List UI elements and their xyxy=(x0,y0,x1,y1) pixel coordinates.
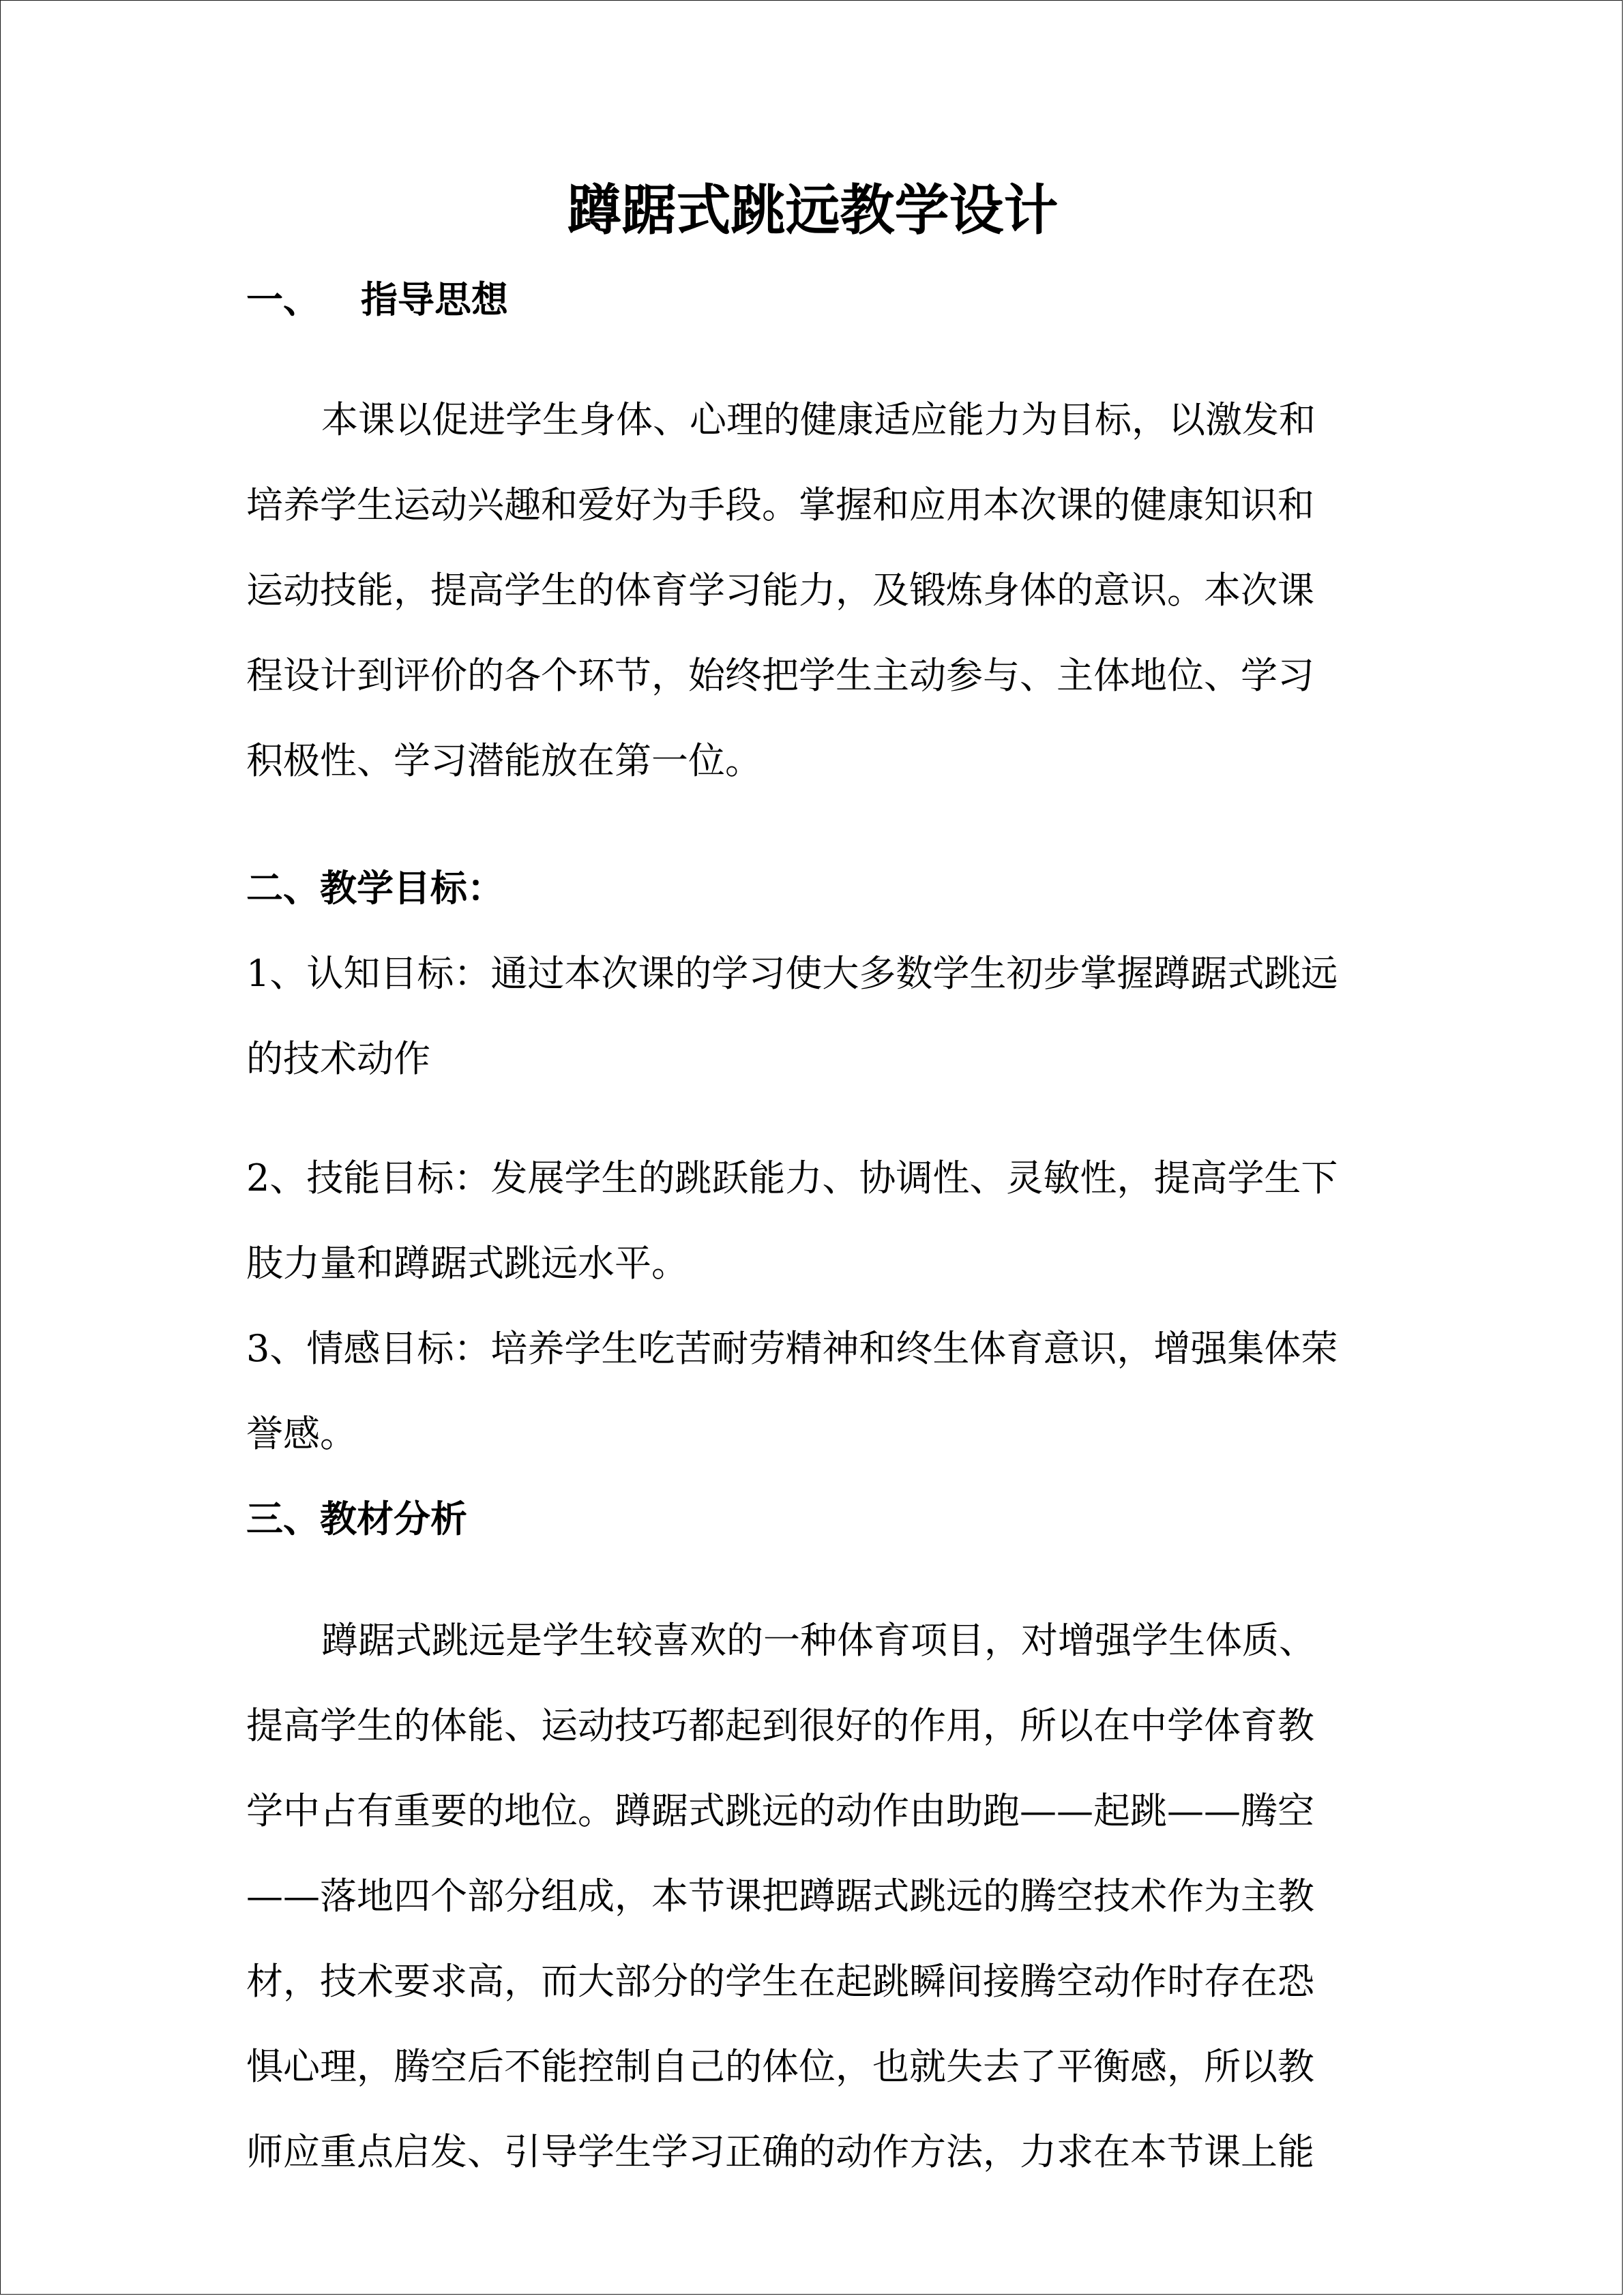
section1-heading: 指导思想 xyxy=(361,278,508,321)
goal1-line: 的技术动作 xyxy=(246,1037,430,1080)
document-title: 蹲踞式跳远教学设计 xyxy=(567,179,1059,242)
section1-number: 一、 xyxy=(246,278,320,321)
section1-line: 程设计到评价的各个环节，始终把学生主动参与、主体地位、学习 xyxy=(246,654,1314,697)
section3-line: 材，技术要求高，而大部分的学生在起跳瞬间接腾空动作时存在恐 xyxy=(246,1960,1314,2003)
section3-line: 提高学生的体能、运动技巧都起到很好的作用，所以在中学体育教 xyxy=(246,1704,1314,1747)
section3-line: 师应重点启发、引导学生学习正确的动作方法，力求在本节课上能 xyxy=(246,2130,1314,2173)
section1-line: 培养学生运动兴趣和爱好为手段。掌握和应用本次课的健康知识和 xyxy=(246,483,1314,526)
goal2-line: 肢力量和蹲踞式跳远水平。 xyxy=(246,1242,688,1285)
section1-line: 本课以促进学生身体、心理的健康适应能力为目标，以激发和 xyxy=(321,398,1316,441)
section3-line: 惧心理，腾空后不能控制自己的体位，也就失去了平衡感，所以教 xyxy=(246,2045,1314,2088)
section1-line: 运动技能，提高学生的体育学习能力，及锻炼身体的意识。本次课 xyxy=(246,569,1314,612)
section1-line: 积极性、学习潜能放在第一位。 xyxy=(246,739,762,782)
section3-line: ——落地四个部分组成，本节课把蹲踞式跳远的腾空技术作为主教 xyxy=(246,1875,1314,1918)
section2-heading: 二、教学目标： xyxy=(246,867,504,910)
section3-line: 蹲踞式跳远是学生较喜欢的一种体育项目，对增强学生体质、 xyxy=(321,1619,1316,1662)
goal3-line: 3、情感目标：培养学生吃苦耐劳精神和终生体育意识，增强集体荣 xyxy=(246,1327,1338,1370)
goal2-line: 2、技能目标：发展学生的跳跃能力、协调性、灵敏性，提高学生下 xyxy=(246,1157,1338,1199)
goal1-line: 1、认知目标：通过本次课的学习使大多数学生初步掌握蹲踞式跳远 xyxy=(246,952,1338,995)
section3-heading: 三、教材分析 xyxy=(246,1497,467,1540)
section3-line: 学中占有重要的地位。蹲踞式跳远的动作由助跑——起跳——腾空 xyxy=(246,1789,1314,1832)
goal3-line: 誉感。 xyxy=(246,1412,357,1455)
